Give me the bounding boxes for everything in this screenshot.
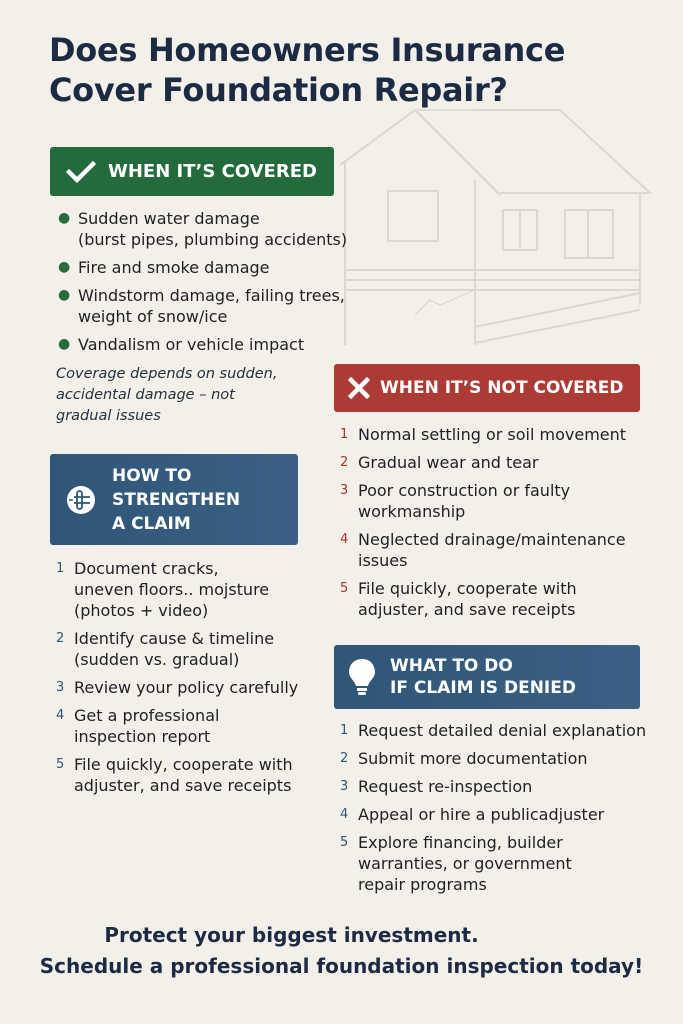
list-item: ● Sudden water damage (burst pipes, plumbing accidents) xyxy=(54,208,354,250)
bullet-icon: ● xyxy=(58,287,71,303)
title-line-1: Does Homeowners Insurance xyxy=(49,31,566,69)
bullet-icon: ● xyxy=(58,336,71,352)
covered-header xyxy=(50,147,334,196)
list-item: ● Fire and smoke damage xyxy=(54,257,354,278)
title-line-2: Cover Foundation Repair? xyxy=(49,71,508,109)
list-item: 1 Request detailed denial explanation xyxy=(340,721,647,740)
list-item: ● Windstorm damage, failing trees, weight of snow/ice xyxy=(54,285,354,327)
list-item: 3 Review your policy carefully xyxy=(56,678,299,697)
denied-header-label: WHAT TO DO IF CLAIM IS DENIED xyxy=(390,656,576,698)
denied-list xyxy=(340,720,660,902)
bullet-icon: ● xyxy=(58,210,71,226)
coverage-note: Coverage depends on sudden, accidental damage – not gradual issues xyxy=(56,366,278,424)
house-sketch-icon xyxy=(330,105,670,345)
list-item: 4 Neglected drainage/maintenance issues xyxy=(340,530,626,570)
list-item: 4 Get a professional inspection report xyxy=(56,706,220,746)
list-item: 3 Poor construction or faulty workmanship xyxy=(340,481,571,521)
list-item: 5 Explore financing, builder warranties, or government repair programs xyxy=(340,833,572,894)
lightbulb-icon xyxy=(346,657,378,697)
list-item: 1 Normal settling or soil movement xyxy=(340,425,627,444)
list-item: 2 Identify cause & timeline (sudden vs. gradual) xyxy=(56,629,275,669)
footer-cta xyxy=(0,920,683,982)
list-item: ● Vandalism or vehicle impact xyxy=(54,334,354,355)
bullet-icon: ● xyxy=(58,259,71,275)
strengthen-header xyxy=(50,454,298,545)
list-item: 2 Submit more documentation xyxy=(340,749,588,768)
footer-line-1: Protect your biggest investment. xyxy=(104,923,479,947)
list-item: 4 Appeal or hire a publicadjuster xyxy=(340,805,605,824)
page-title xyxy=(49,30,669,110)
strengthen-header-label: HOW TO STRENGTHEN A CLAIM xyxy=(112,465,241,534)
list-item: 3 Request re-inspection xyxy=(340,777,533,796)
list-item: 5 File quickly, cooperate with adjuster, and save receipts xyxy=(340,579,577,619)
not-covered-header-label: WHEN IT’S NOT COVERED xyxy=(380,378,624,398)
not-covered-header xyxy=(334,364,640,412)
covered-list xyxy=(54,208,354,362)
list-item: 1 Document cracks, uneven floors.. mojsture (photos + video) xyxy=(56,559,270,620)
footer-line-2: Schedule a professional foundation inspection today! xyxy=(39,954,644,978)
denied-header xyxy=(334,645,640,709)
strengthen-list xyxy=(56,558,326,803)
document-icon xyxy=(64,484,98,516)
list-item: 5 File quickly, cooperate with adjuster, and save receipts xyxy=(56,755,293,795)
x-icon xyxy=(346,377,372,399)
not-covered-list xyxy=(340,424,650,627)
checkmark-icon xyxy=(64,160,98,184)
covered-header-label: WHEN IT’S COVERED xyxy=(108,161,317,182)
list-item: 2 Gradual wear and tear xyxy=(340,453,539,472)
